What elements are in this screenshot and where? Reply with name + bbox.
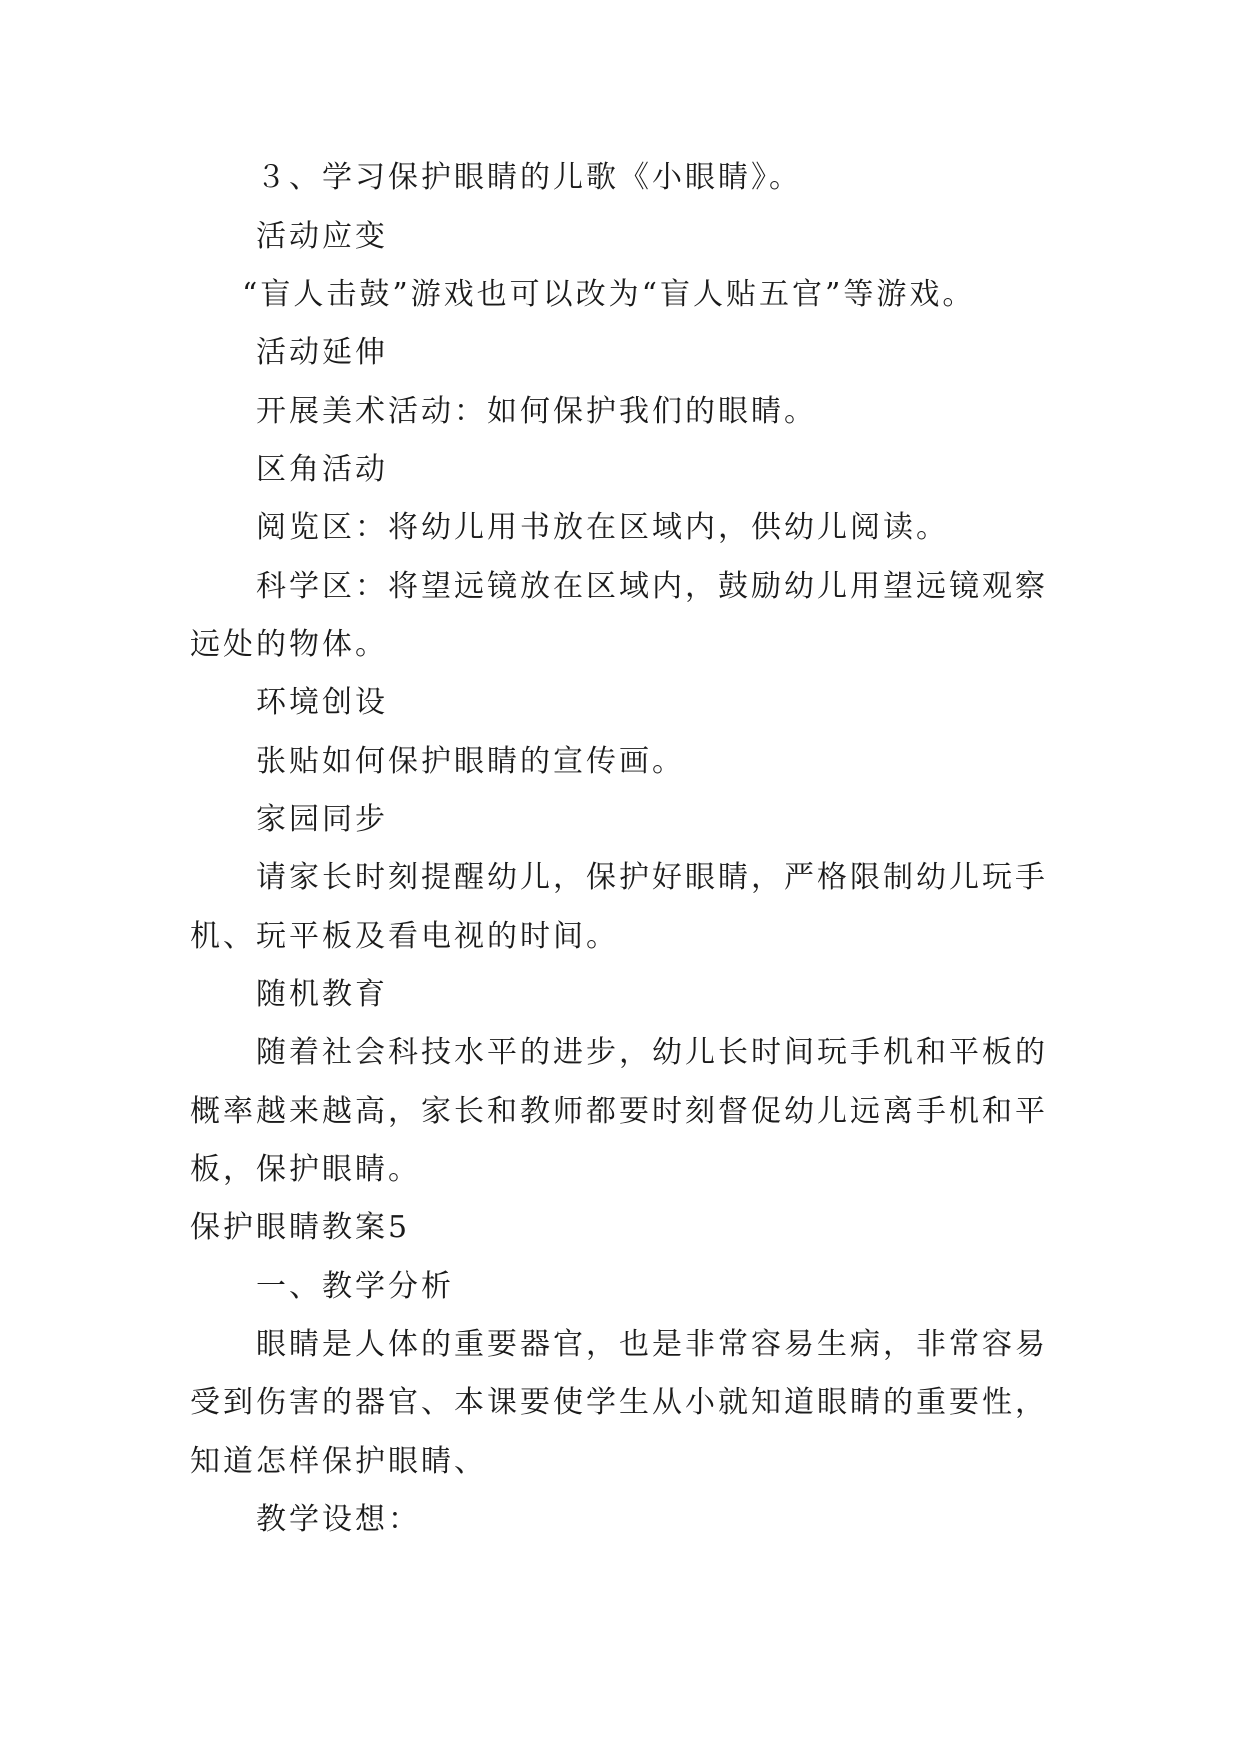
- paragraph-technology-line2: 概率越来越高，家长和教师都要时刻督促幼儿远离手机和平: [190, 1094, 1048, 1129]
- heading-random-education: 随机教育: [256, 977, 388, 1012]
- section-title-lesson-plan-5: 保护眼睛教案5: [190, 1210, 411, 1245]
- paragraph-game-variation: “盲人击鼓”游戏也可以改为“盲人贴五官”等游戏。: [242, 277, 976, 312]
- paragraph-song: ３、学习保护眼睛的儿歌《小眼睛》。: [256, 160, 802, 195]
- paragraph-technology-line3: 板，保护眼睛。: [190, 1152, 421, 1187]
- paragraph-science-area-line2: 远处的物体。: [190, 627, 388, 662]
- paragraph-reading-area: 阅览区：将幼儿用书放在区域内，供幼儿阅读。: [256, 510, 949, 545]
- heading-corner-activity: 区角活动: [256, 452, 388, 487]
- paragraph-poster: 张贴如何保护眼睛的宣传画。: [256, 744, 685, 779]
- paragraph-parents-line2: 机、玩平板及看电视的时间。: [190, 919, 619, 954]
- heading-teaching-analysis: 一、教学分析: [256, 1269, 454, 1304]
- paragraph-eye-importance-line2: 受到伤害的器官、本课要使学生从小就知道眼睛的重要性，: [190, 1385, 1048, 1420]
- paragraph-science-area-line1: 科学区：将望远镜放在区域内，鼓励幼儿用望远镜观察: [256, 569, 1048, 604]
- paragraph-eye-importance-line1: 眼睛是人体的重要器官，也是非常容易生病，非常容易: [256, 1327, 1048, 1362]
- paragraph-eye-importance-line3: 知道怎样保护眼睛、: [190, 1444, 487, 1479]
- heading-home-school-sync: 家园同步: [256, 802, 388, 837]
- paragraph-art-activity: 开展美术活动：如何保护我们的眼睛。: [256, 394, 817, 429]
- paragraph-parents-line1: 请家长时刻提醒幼儿，保护好眼睛，严格限制幼儿玩手: [256, 860, 1048, 895]
- paragraph-technology-line1: 随着社会科技水平的进步，幼儿长时间玩手机和平板的: [256, 1035, 1048, 1070]
- heading-environment-setup: 环境创设: [256, 685, 388, 720]
- heading-activity-extension: 活动延伸: [256, 335, 388, 370]
- heading-activity-variation: 活动应变: [256, 219, 388, 254]
- heading-teaching-concept: 教学设想：: [256, 1502, 421, 1537]
